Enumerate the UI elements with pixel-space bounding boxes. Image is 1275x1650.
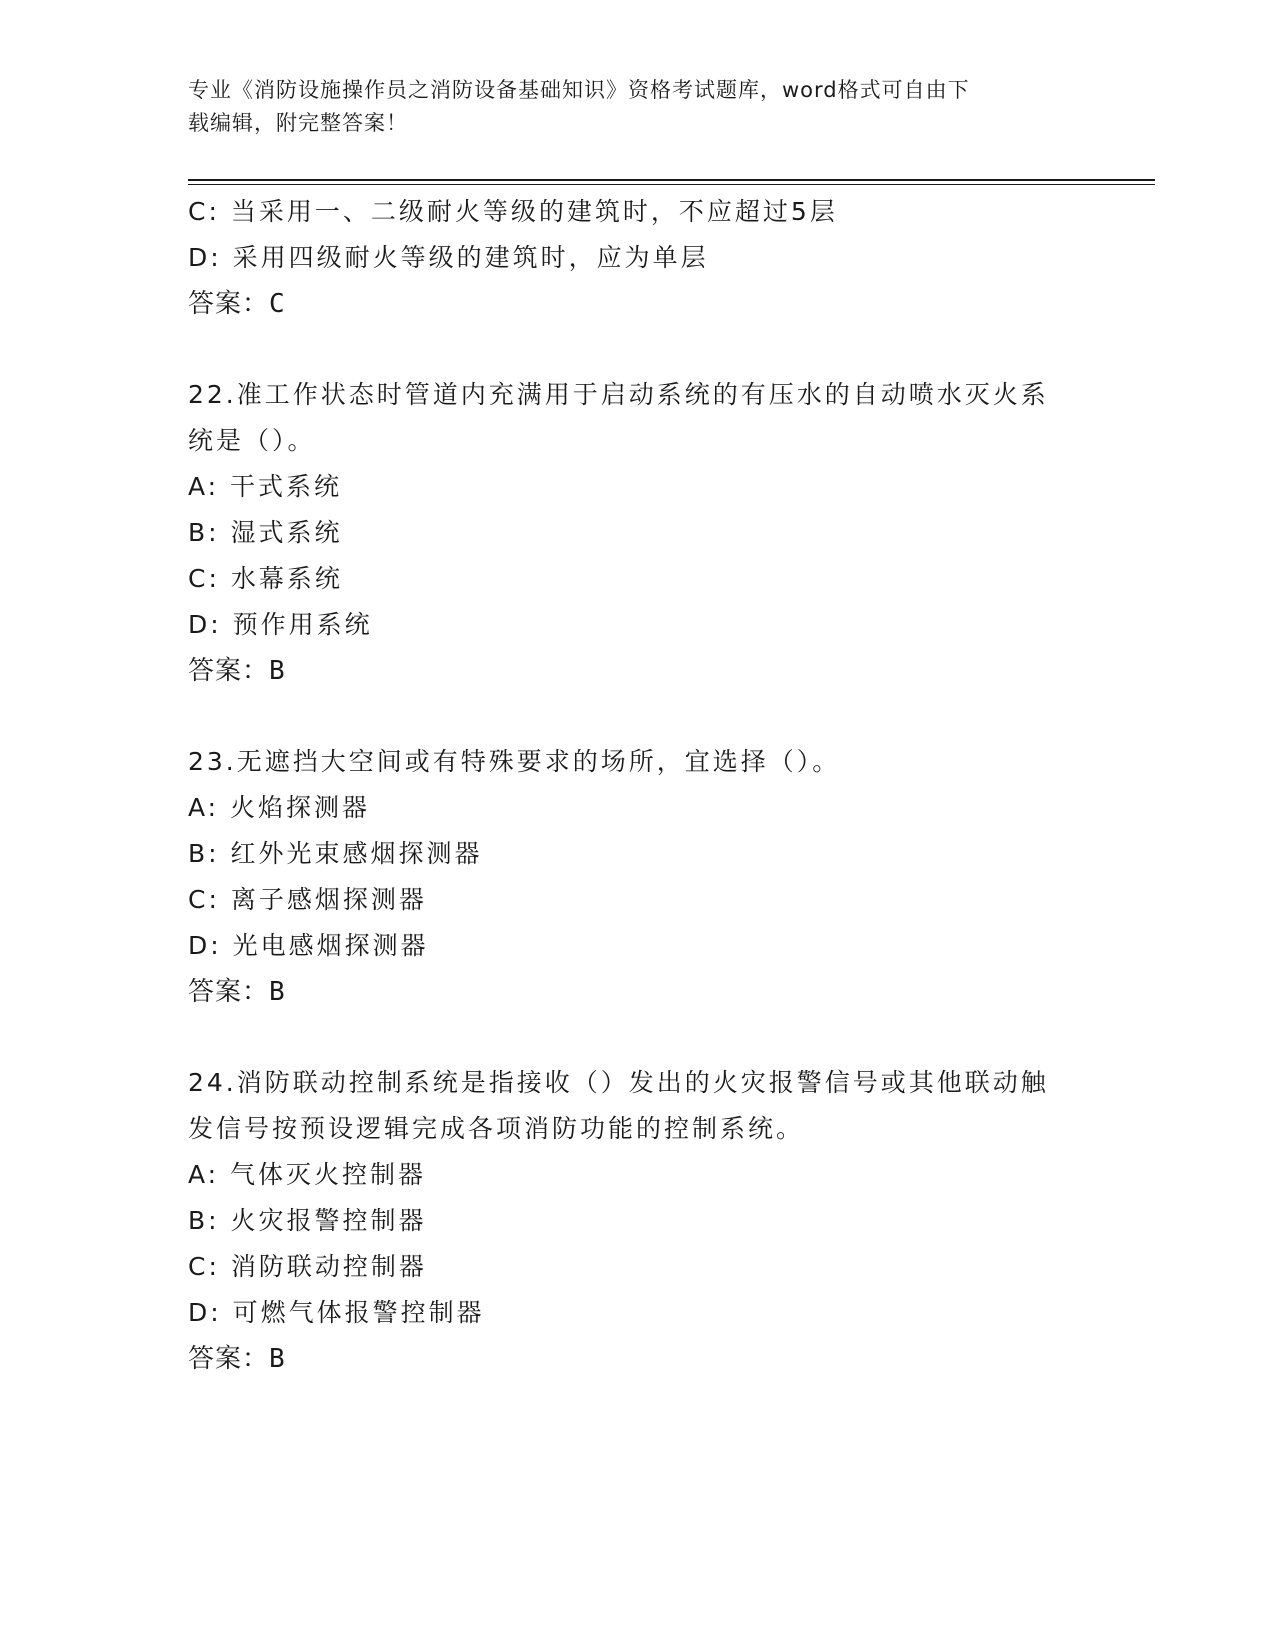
option-text: 消防联动控制器 <box>230 1252 427 1281</box>
answer-label: 答案： <box>188 1344 270 1374</box>
option-a <box>188 464 1088 510</box>
answer-line <box>188 281 1088 327</box>
option-letter: C: <box>188 885 220 914</box>
option-letter: D: <box>188 243 222 272</box>
answer-value: C <box>269 289 286 319</box>
option-text: 水幕系统 <box>230 564 343 593</box>
option-c <box>188 877 1088 923</box>
option-text: 采用四级耐火等级的建筑时，应为单层 <box>232 243 709 272</box>
option-b <box>188 831 1088 877</box>
answer-value: B <box>269 1344 286 1374</box>
answer-label: 答案： <box>188 656 270 686</box>
question-24 <box>188 1060 1088 1382</box>
option-letter: C: <box>188 197 220 226</box>
option-d <box>188 602 1088 648</box>
prev-question <box>188 189 1088 327</box>
answer-line <box>188 1336 1088 1382</box>
option-letter: B: <box>188 839 220 868</box>
option-letter: C: <box>188 1252 220 1281</box>
option-text: 气体灭火控制器 <box>230 1160 427 1189</box>
option-letter: B: <box>188 518 220 547</box>
option-text: 当采用一、二级耐火等级的建筑时，不应超过5层 <box>230 197 838 226</box>
option-text: 光电感烟探测器 <box>232 931 429 960</box>
option-b <box>188 510 1088 556</box>
question-content <box>188 189 1088 1382</box>
header-divider-thick <box>188 179 1155 181</box>
document-header <box>188 74 1088 140</box>
option-d <box>188 1290 1088 1336</box>
answer-label: 答案： <box>188 289 270 319</box>
answer-label: 答案： <box>188 977 270 1007</box>
question-stem-line-1: 22.准工作状态时管道内充满用于启动系统的有压水的自动喷水灭火系 <box>188 380 1049 409</box>
option-letter: D: <box>188 610 222 639</box>
option-text: 干式系统 <box>230 472 343 501</box>
option-text: 预作用系统 <box>232 610 373 639</box>
answer-line <box>188 648 1088 694</box>
option-a <box>188 785 1088 831</box>
question-stem-line-2: 统是（）。 <box>188 426 316 455</box>
option-letter: D: <box>188 1298 222 1327</box>
option-text: 火焰探测器 <box>230 793 371 822</box>
option-d <box>188 235 1088 281</box>
option-letter: A: <box>188 793 220 822</box>
option-text: 可燃气体报警控制器 <box>232 1298 485 1327</box>
question-stem-line-1: 23.无遮挡大空间或有特殊要求的场所，宜选择（）。 <box>188 747 841 776</box>
option-b <box>188 1198 1088 1244</box>
option-c <box>188 556 1088 602</box>
question-22 <box>188 372 1088 694</box>
option-c <box>188 1244 1088 1290</box>
option-a <box>188 1152 1088 1198</box>
option-letter: A: <box>188 1160 220 1189</box>
answer-line <box>188 969 1088 1015</box>
answer-value: B <box>269 656 286 686</box>
question-stem-line-2: 发信号按预设逻辑完成各项消防功能的控制系统。 <box>188 1114 805 1143</box>
option-text: 火灾报警控制器 <box>230 1206 427 1235</box>
header-divider-thin <box>188 184 1155 185</box>
option-letter: A: <box>188 472 220 501</box>
header-line-1: 专业《消防设施操作员之消防设备基础知识》资格考试题库，word格式可自由下 <box>188 78 970 102</box>
option-text: 离子感烟探测器 <box>230 885 427 914</box>
question-23 <box>188 739 1088 1015</box>
answer-value: B <box>269 977 286 1007</box>
question-stem-line-1: 24.消防联动控制系统是指接收（）发出的火灾报警信号或其他联动触 <box>188 1068 1049 1097</box>
option-c <box>188 189 1088 235</box>
option-letter: B: <box>188 1206 220 1235</box>
option-letter: D: <box>188 931 222 960</box>
option-text: 红外光束感烟探测器 <box>230 839 483 868</box>
option-d <box>188 923 1088 969</box>
option-text: 湿式系统 <box>230 518 343 547</box>
option-letter: C: <box>188 564 220 593</box>
header-line-2: 载编辑，附完整答案！ <box>188 111 408 135</box>
